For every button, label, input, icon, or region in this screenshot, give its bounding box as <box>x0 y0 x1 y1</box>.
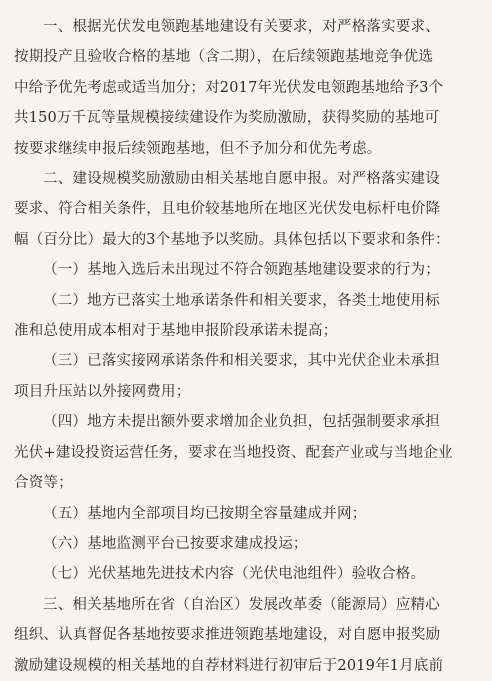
text-line: 中给予优先考虑或适当加分；对2017年光伏发电领跑基地给予3个 <box>14 79 444 96</box>
text-line: 合资等； <box>14 475 73 492</box>
text-line: 组织、认真督促各基地按要求推进领跑基地建设，对自愿申报奖励 <box>14 627 441 644</box>
condition-1 <box>14 255 478 285</box>
text-line: 项目升压站以外接网费用； <box>14 383 191 400</box>
condition-2 <box>14 286 478 347</box>
text-line: 共150万千瓦等量规模接续建设作为奖励激励，获得奖励的基地可 <box>14 110 440 127</box>
text-line: 按期投产且验收合格的基地（含二期），在后续领跑基地竞争优选 <box>14 49 434 66</box>
paragraph-3 <box>14 590 478 681</box>
text-line: （二）地方已落实土地承诺条件和相关要求，各类土地使用标 <box>43 292 440 309</box>
paragraph-1 <box>14 12 478 164</box>
condition-7 <box>14 559 478 589</box>
text-line: （五）基地内全部项目均已按期全容量建成并网； <box>43 505 367 522</box>
text-line: （三）已落实接网承诺条件和相关要求，其中光伏企业未承担 <box>43 353 440 370</box>
text-line: 幅（百分比）最大的3个基地予以奖励。具体包括以下要求和条件： <box>14 231 450 248</box>
text-line: 激励建设规模的相关基地的自荐材料进行初审后于2019年1月底前 <box>14 657 444 674</box>
condition-3 <box>14 346 478 407</box>
text-line: （七）光伏基地先进技术内容（光伏电池组件）验收合格。 <box>43 566 426 583</box>
text-line: 一、根据光伏发电领跑基地建设有关要求，对严格落实要求、 <box>43 19 440 35</box>
paragraph-2 <box>14 164 478 255</box>
text-line: 二、建设规模奖励激励由相关基地自愿申报。对严格落实建设 <box>43 171 440 188</box>
text-line: 三、相关基地所在省（自治区）发展改革委（能源局）应精心 <box>43 596 440 613</box>
text-line: 准和总使用成本相对于基地申报阶段承诺未提高； <box>14 323 338 340</box>
text-line: （六）基地监测平台已按要求建成投运； <box>43 535 308 552</box>
text-line: 光伏+建设投资运营任务，要求在当地投资、配套产业或与当地企业 <box>14 444 453 461</box>
text-line: （一）基地入选后未出现过不符合领跑基地建设要求的行为； <box>43 262 440 279</box>
condition-6 <box>14 529 478 559</box>
text-line: （四）地方未提出额外要求增加企业负担，包括强制要求承担 <box>43 414 440 431</box>
text-line: 按要求继续申报后续领跑基地，但不予加分和优先考虑。 <box>14 140 382 157</box>
condition-4 <box>14 407 478 498</box>
condition-5 <box>14 499 478 529</box>
text-line: 要求、符合相关条件，且电价较基地所在地区光伏发电标杆电价降 <box>14 201 441 218</box>
